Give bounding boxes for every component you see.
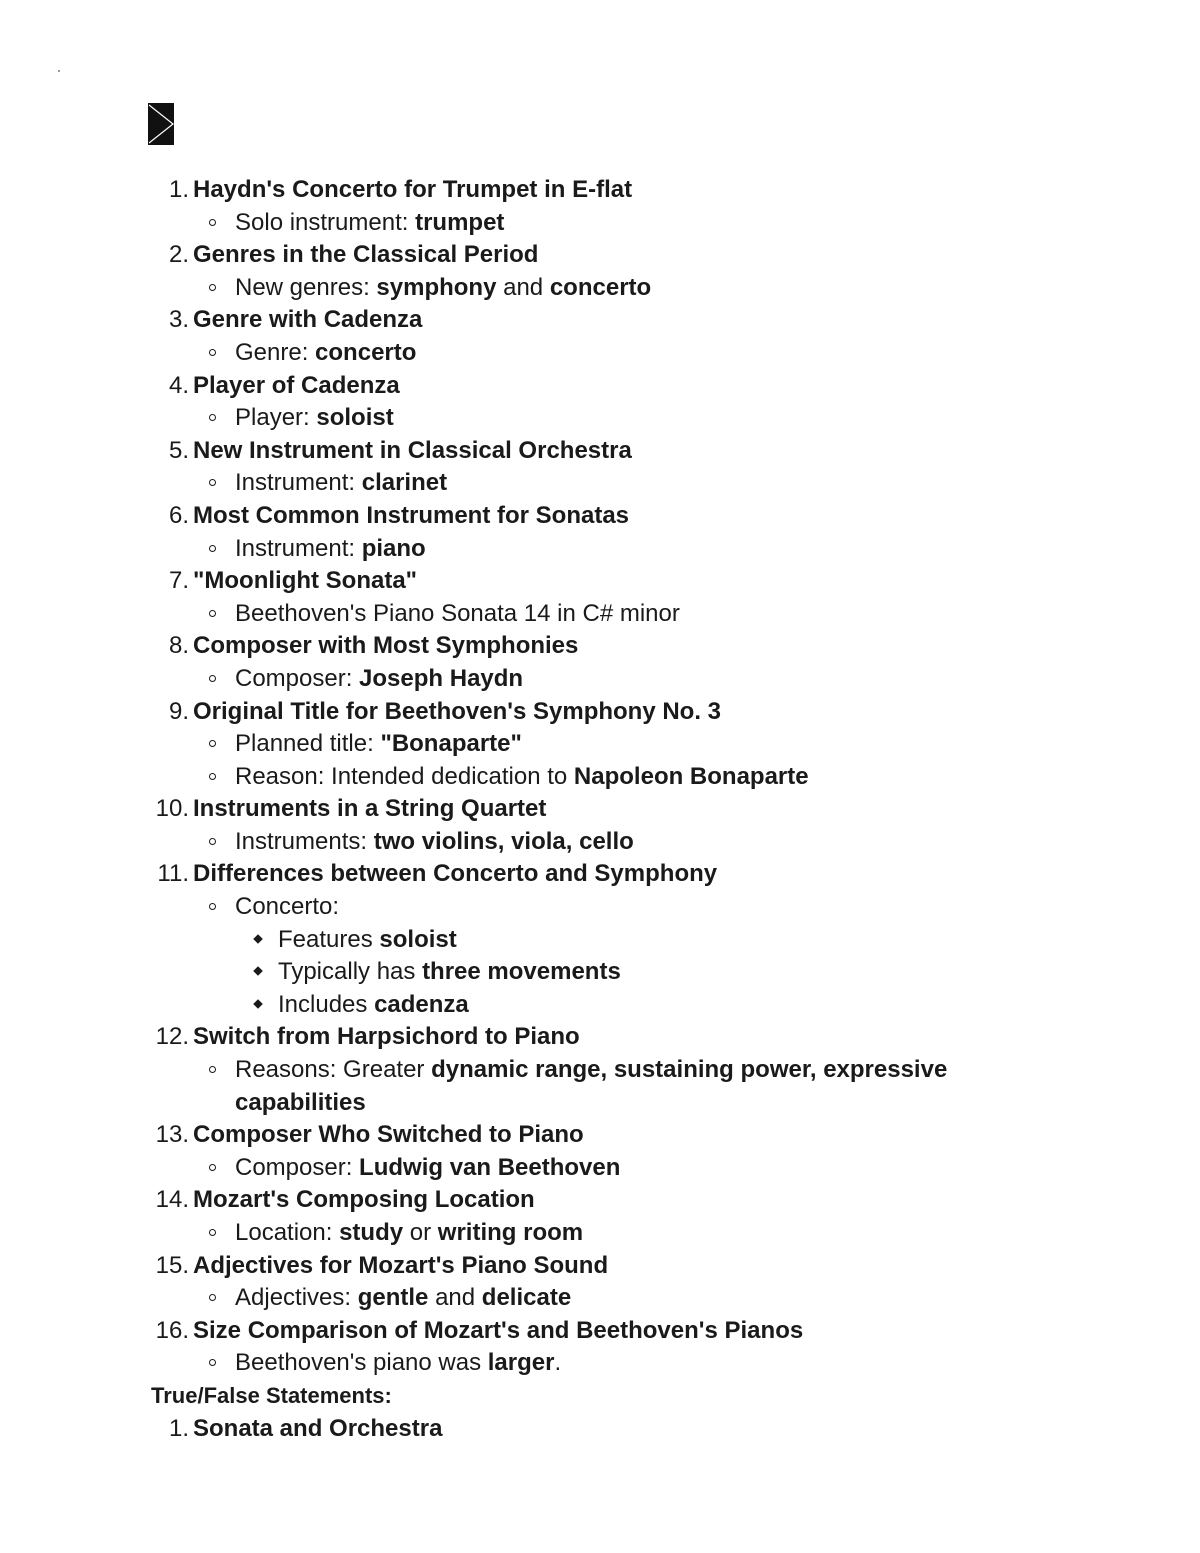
sub-item [0, 1152, 1200, 1185]
sub-item [0, 207, 1200, 240]
item-number: 8. [168, 632, 189, 660]
sub-connector: or [403, 1219, 438, 1246]
sub-tail: . [554, 1349, 562, 1377]
sub-value: two violins, viola, cello [373, 827, 634, 855]
sub-label: Features [278, 925, 380, 953]
sub-label: Location: [235, 1219, 340, 1246]
sub-value: "Bonaparte" [380, 730, 522, 758]
circle-bullet-icon [209, 610, 216, 617]
circle-bullet-icon [209, 1359, 216, 1366]
sub-value: writing room [437, 1219, 584, 1246]
sub-label: Reason: Intended dedication to [235, 762, 574, 790]
item-title: Sonata and Orchestra [193, 1414, 443, 1442]
sub-sub-item [0, 924, 1200, 957]
sub-item [0, 728, 1200, 761]
sub-value: study [339, 1219, 404, 1246]
sub-label: Planned title: [235, 730, 381, 758]
sub-value: symphony [376, 273, 497, 301]
sub-connector: and [496, 273, 550, 301]
item-number: 4. [168, 371, 189, 399]
sub-label: Composer: [235, 1153, 360, 1181]
diamond-bullet-icon [253, 999, 263, 1009]
circle-bullet-icon [209, 838, 216, 845]
list-item [0, 1413, 1200, 1446]
circle-bullet-icon [209, 414, 216, 421]
item-number: 1. [168, 1414, 189, 1442]
list-item [0, 696, 1200, 729]
sub-item [0, 272, 1200, 305]
list-item [0, 239, 1200, 272]
circle-bullet-icon [209, 1229, 216, 1236]
item-number: 10. [155, 795, 189, 823]
item-title: Genre with Cadenza [193, 306, 423, 334]
sub-value: Ludwig van Beethoven [359, 1153, 621, 1181]
sub-value: trumpet [415, 208, 505, 236]
item-number: 5. [168, 436, 189, 464]
sub-value: Napoleon Bonaparte [573, 762, 809, 790]
sub-connector: and [428, 1284, 482, 1312]
sub-value: gentle [357, 1284, 429, 1312]
item-number: 12. [155, 1023, 189, 1051]
item-number: 9. [168, 697, 189, 725]
sub-label: Beethoven's piano was [235, 1349, 488, 1377]
sub-label: Instrument: [235, 534, 362, 562]
sub-value: capabilities [235, 1088, 366, 1116]
item-number: 11. [157, 860, 189, 888]
item-number: 1. [168, 176, 189, 203]
sub-value: concerto [315, 338, 417, 366]
sub-item [0, 337, 1200, 370]
sub-label: Adjectives: [235, 1284, 358, 1312]
list-item [0, 1250, 1200, 1283]
circle-bullet-icon [209, 740, 216, 747]
item-number: 14. [155, 1186, 189, 1214]
page-speck [58, 70, 60, 72]
sub-item [0, 533, 1200, 566]
sub-value: Joseph Haydn [359, 664, 524, 692]
list-item [0, 435, 1200, 468]
sub-label: New genres: [235, 273, 377, 301]
item-title: Composer Who Switched to Piano [193, 1121, 584, 1149]
circle-bullet-icon [209, 1294, 216, 1301]
circle-bullet-icon [209, 1066, 216, 1073]
circle-bullet-icon [209, 903, 216, 910]
circle-bullet-icon [209, 219, 216, 226]
item-title: Composer with Most Symphonies [193, 632, 579, 660]
item-number: 6. [168, 501, 189, 529]
sub-item [0, 467, 1200, 500]
tf-heading: True/False Statements: [151, 1382, 392, 1408]
item-number: 16. [155, 1316, 189, 1344]
circle-bullet-icon [209, 284, 216, 291]
list-item [0, 565, 1200, 598]
item-title: Player of Cadenza [193, 371, 400, 399]
list-item [0, 1021, 1200, 1054]
sub-item [0, 1217, 1200, 1250]
circle-bullet-icon [209, 1164, 216, 1171]
sub-item [0, 761, 1200, 794]
section-heading [0, 1380, 1200, 1413]
sub-value: larger [487, 1349, 555, 1377]
list-item [0, 793, 1200, 826]
circle-bullet-icon [209, 349, 216, 356]
sub-item [0, 663, 1200, 696]
sub-label: Instrument: [235, 469, 362, 497]
list-item [0, 1315, 1200, 1348]
sub-value: piano [361, 534, 426, 562]
item-title: New Instrument in Classical Orchestra [193, 436, 632, 464]
sub-label: Includes [278, 990, 375, 1018]
sub-value: soloist [379, 925, 457, 953]
item-title: Switch from Harpsichord to Piano [193, 1023, 580, 1051]
item-title: Genres in the Classical Period [193, 241, 539, 269]
item-title: Mozart's Composing Location [193, 1186, 535, 1214]
document-body [0, 174, 1200, 1445]
sub-sub-item [0, 989, 1200, 1022]
sub-value: concerto [549, 273, 652, 301]
sub-label: Composer: [235, 664, 360, 692]
item-number: 15. [155, 1251, 189, 1279]
sub-label: Typically has [278, 958, 423, 986]
list-item [0, 304, 1200, 337]
sub-value: dynamic range, sustaining power, expressive [431, 1056, 948, 1084]
item-title: Size Comparison of Mozart's and Beethoven's Pianos [193, 1316, 804, 1344]
broken-image-icon [148, 103, 174, 145]
list-item [0, 174, 1200, 207]
sub-item [0, 598, 1200, 631]
item-title: Instruments in a String Quartet [193, 795, 547, 823]
sub-value: soloist [316, 404, 394, 432]
sub-item [0, 826, 1200, 859]
sub-label: Solo instrument: [235, 208, 416, 236]
list-item [0, 630, 1200, 663]
list-item [0, 1184, 1200, 1217]
list-item [0, 370, 1200, 403]
item-title: Original Title for Beethoven's Symphony No. 3 [193, 697, 722, 725]
sub-item [0, 1282, 1200, 1315]
item-title: "Moonlight Sonata" [193, 567, 418, 595]
sub-item-continuation [0, 1087, 1200, 1120]
list-item [0, 500, 1200, 533]
sub-item [0, 1347, 1200, 1380]
sub-value: clarinet [361, 469, 448, 497]
item-title: Adjectives for Mozart's Piano Sound [193, 1251, 609, 1279]
sub-value: delicate [481, 1284, 572, 1312]
sub-label: Reasons: Greater [235, 1056, 432, 1084]
item-number: 7. [168, 567, 189, 595]
sub-label: Beethoven's Piano Sonata 14 in C# minor [235, 599, 680, 627]
sub-value: cadenza [374, 990, 469, 1018]
sub-label: Player: [235, 404, 317, 432]
list-item [0, 1119, 1200, 1152]
item-number: 3. [168, 306, 189, 334]
circle-bullet-icon [209, 773, 216, 780]
sub-sub-item [0, 956, 1200, 989]
sub-label: Concerto: [235, 893, 340, 921]
item-number: 2. [168, 241, 189, 269]
diamond-bullet-icon [253, 934, 263, 944]
item-title: Haydn's Concerto for Trumpet in E-flat [193, 176, 633, 203]
sub-item [0, 402, 1200, 435]
sub-item [0, 891, 1200, 924]
sub-item [0, 1054, 1200, 1087]
circle-bullet-icon [209, 675, 216, 682]
item-title: Differences between Concerto and Symphony [193, 860, 718, 888]
diamond-bullet-icon [253, 966, 263, 976]
sub-label: Genre: [235, 338, 316, 366]
circle-bullet-icon [209, 545, 216, 552]
item-title: Most Common Instrument for Sonatas [193, 501, 630, 529]
list-item [0, 858, 1200, 891]
circle-bullet-icon [209, 479, 216, 486]
sub-value: three movements [422, 958, 621, 986]
item-number: 13. [155, 1121, 189, 1149]
sub-label: Instruments: [235, 827, 374, 855]
